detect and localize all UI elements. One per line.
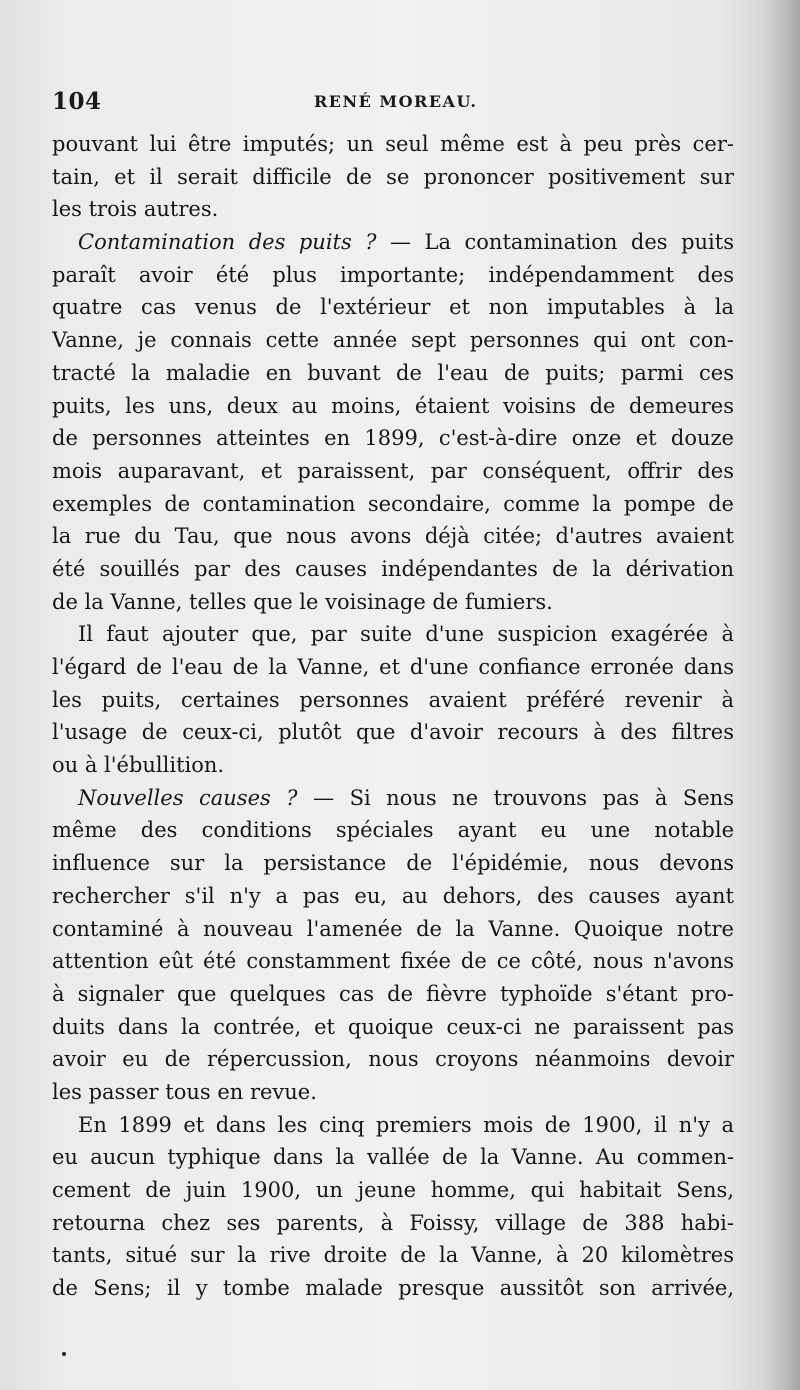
- text-line: l'égard de l'eau de la Vanne, et d'une confiance erronée dans: [52, 655, 734, 679]
- text-line: tants, situé sur la rive droite de la Vanne, à 20 kilomètres: [52, 1243, 734, 1268]
- text-line: exemples de contamination secondaire, comme la pompe de: [52, 491, 734, 516]
- text-line: de la Vanne, telles que le voisinage de fumiers.: [52, 589, 553, 614]
- text-line: quatre cas venus de l'extérieur et non imputables à la: [52, 295, 734, 320]
- text-line: [52, 782, 734, 815]
- text-line: contaminé à nouveau l'amenée de la Vanne. Quoique notre: [52, 916, 734, 941]
- italic-heading-nouvelles-causes: Nouvelles causes ?: [78, 785, 298, 810]
- text-line: les trois autres.: [52, 197, 219, 222]
- italic-heading-contamination: Contamination des puits ?: [78, 230, 377, 255]
- page-header: [52, 88, 742, 118]
- text-line: avoir eu de répercussion, nous croyons néanmoins devoir: [52, 1047, 734, 1072]
- spine-shadow: [760, 0, 800, 1390]
- text-line: pouvant lui être imputés; un seul même est à peu près cer-: [52, 132, 734, 156]
- text-line: à signaler que quelques cas de fièvre typhoïde s'étant pro-: [52, 981, 734, 1006]
- text-line: tain, et il serait difficile de se prononcer positivement sur: [52, 164, 734, 189]
- text-line: En 1899 et dans les cinq premiers mois de 1900, il n'y a: [78, 1112, 734, 1137]
- text-line: ou à l'ébullition.: [52, 753, 225, 778]
- text-line: mois auparavant, et paraissent, par conséquent, offrir des: [52, 458, 734, 483]
- running-head: RENÉ MOREAU.: [314, 92, 478, 111]
- text-line: rechercher s'il n'y a pas eu, au dehors, des causes ayant: [52, 883, 734, 908]
- text-line: duits dans la contrée, et quoique ceux-ci ne paraissent pas: [52, 1014, 734, 1039]
- text-line: puits, les uns, deux au moins, étaient voisins de demeures: [52, 393, 734, 418]
- text-line: Il faut ajouter que, par suite d'une suspicion exagérée à: [78, 622, 734, 647]
- text-line: été souillés par des causes indépendantes de la dérivation: [52, 556, 734, 581]
- text-line: même des conditions spéciales ayant eu une notable: [52, 818, 734, 843]
- text-line: l'usage de ceux-ci, plutôt que d'avoir recours à des filtres: [52, 720, 734, 745]
- text-line: les puits, certaines personnes avaient préféré revenir à: [52, 687, 734, 712]
- text-line: cement de juin 1900, un jeune homme, qui habitait Sens,: [52, 1178, 734, 1202]
- text-line: tracté la maladie en buvant de l'eau de puits; parmi ces: [52, 360, 734, 385]
- text-line: de personnes atteintes en 1899, c'est-à-dire onze et douze: [52, 426, 734, 451]
- print-speck: [62, 1352, 66, 1356]
- text-line: eu aucun typhique dans la vallée de la Vanne. Au commen-: [52, 1145, 734, 1170]
- text-line-rest: — Si nous ne trouvons pas à Sens: [313, 785, 734, 810]
- text-line: la rue du Tau, que nous avons déjà citée; d'autres avaient: [52, 524, 734, 549]
- text-line: retourna chez ses parents, à Foissy, village de 388 habi-: [52, 1210, 734, 1235]
- text-line: attention eût été constamment fixée de ce côté, nous n'avons: [52, 949, 734, 974]
- body-text: [52, 128, 734, 1305]
- text-line: les passer tous en revue.: [52, 1079, 317, 1104]
- page-number: 104: [52, 88, 102, 115]
- text-line: Vanne, je connais cette année sept personnes qui ont con-: [52, 328, 734, 353]
- text-line: paraît avoir été plus importante; indépendamment des: [52, 262, 734, 287]
- text-line-rest: — La contamination des puits: [390, 230, 734, 255]
- text-line: [52, 226, 734, 259]
- text-line: de Sens; il y tombe malade presque aussitôt son arrivée,: [52, 1276, 734, 1301]
- text-line: influence sur la persistance de l'épidémie, nous devons: [52, 851, 734, 876]
